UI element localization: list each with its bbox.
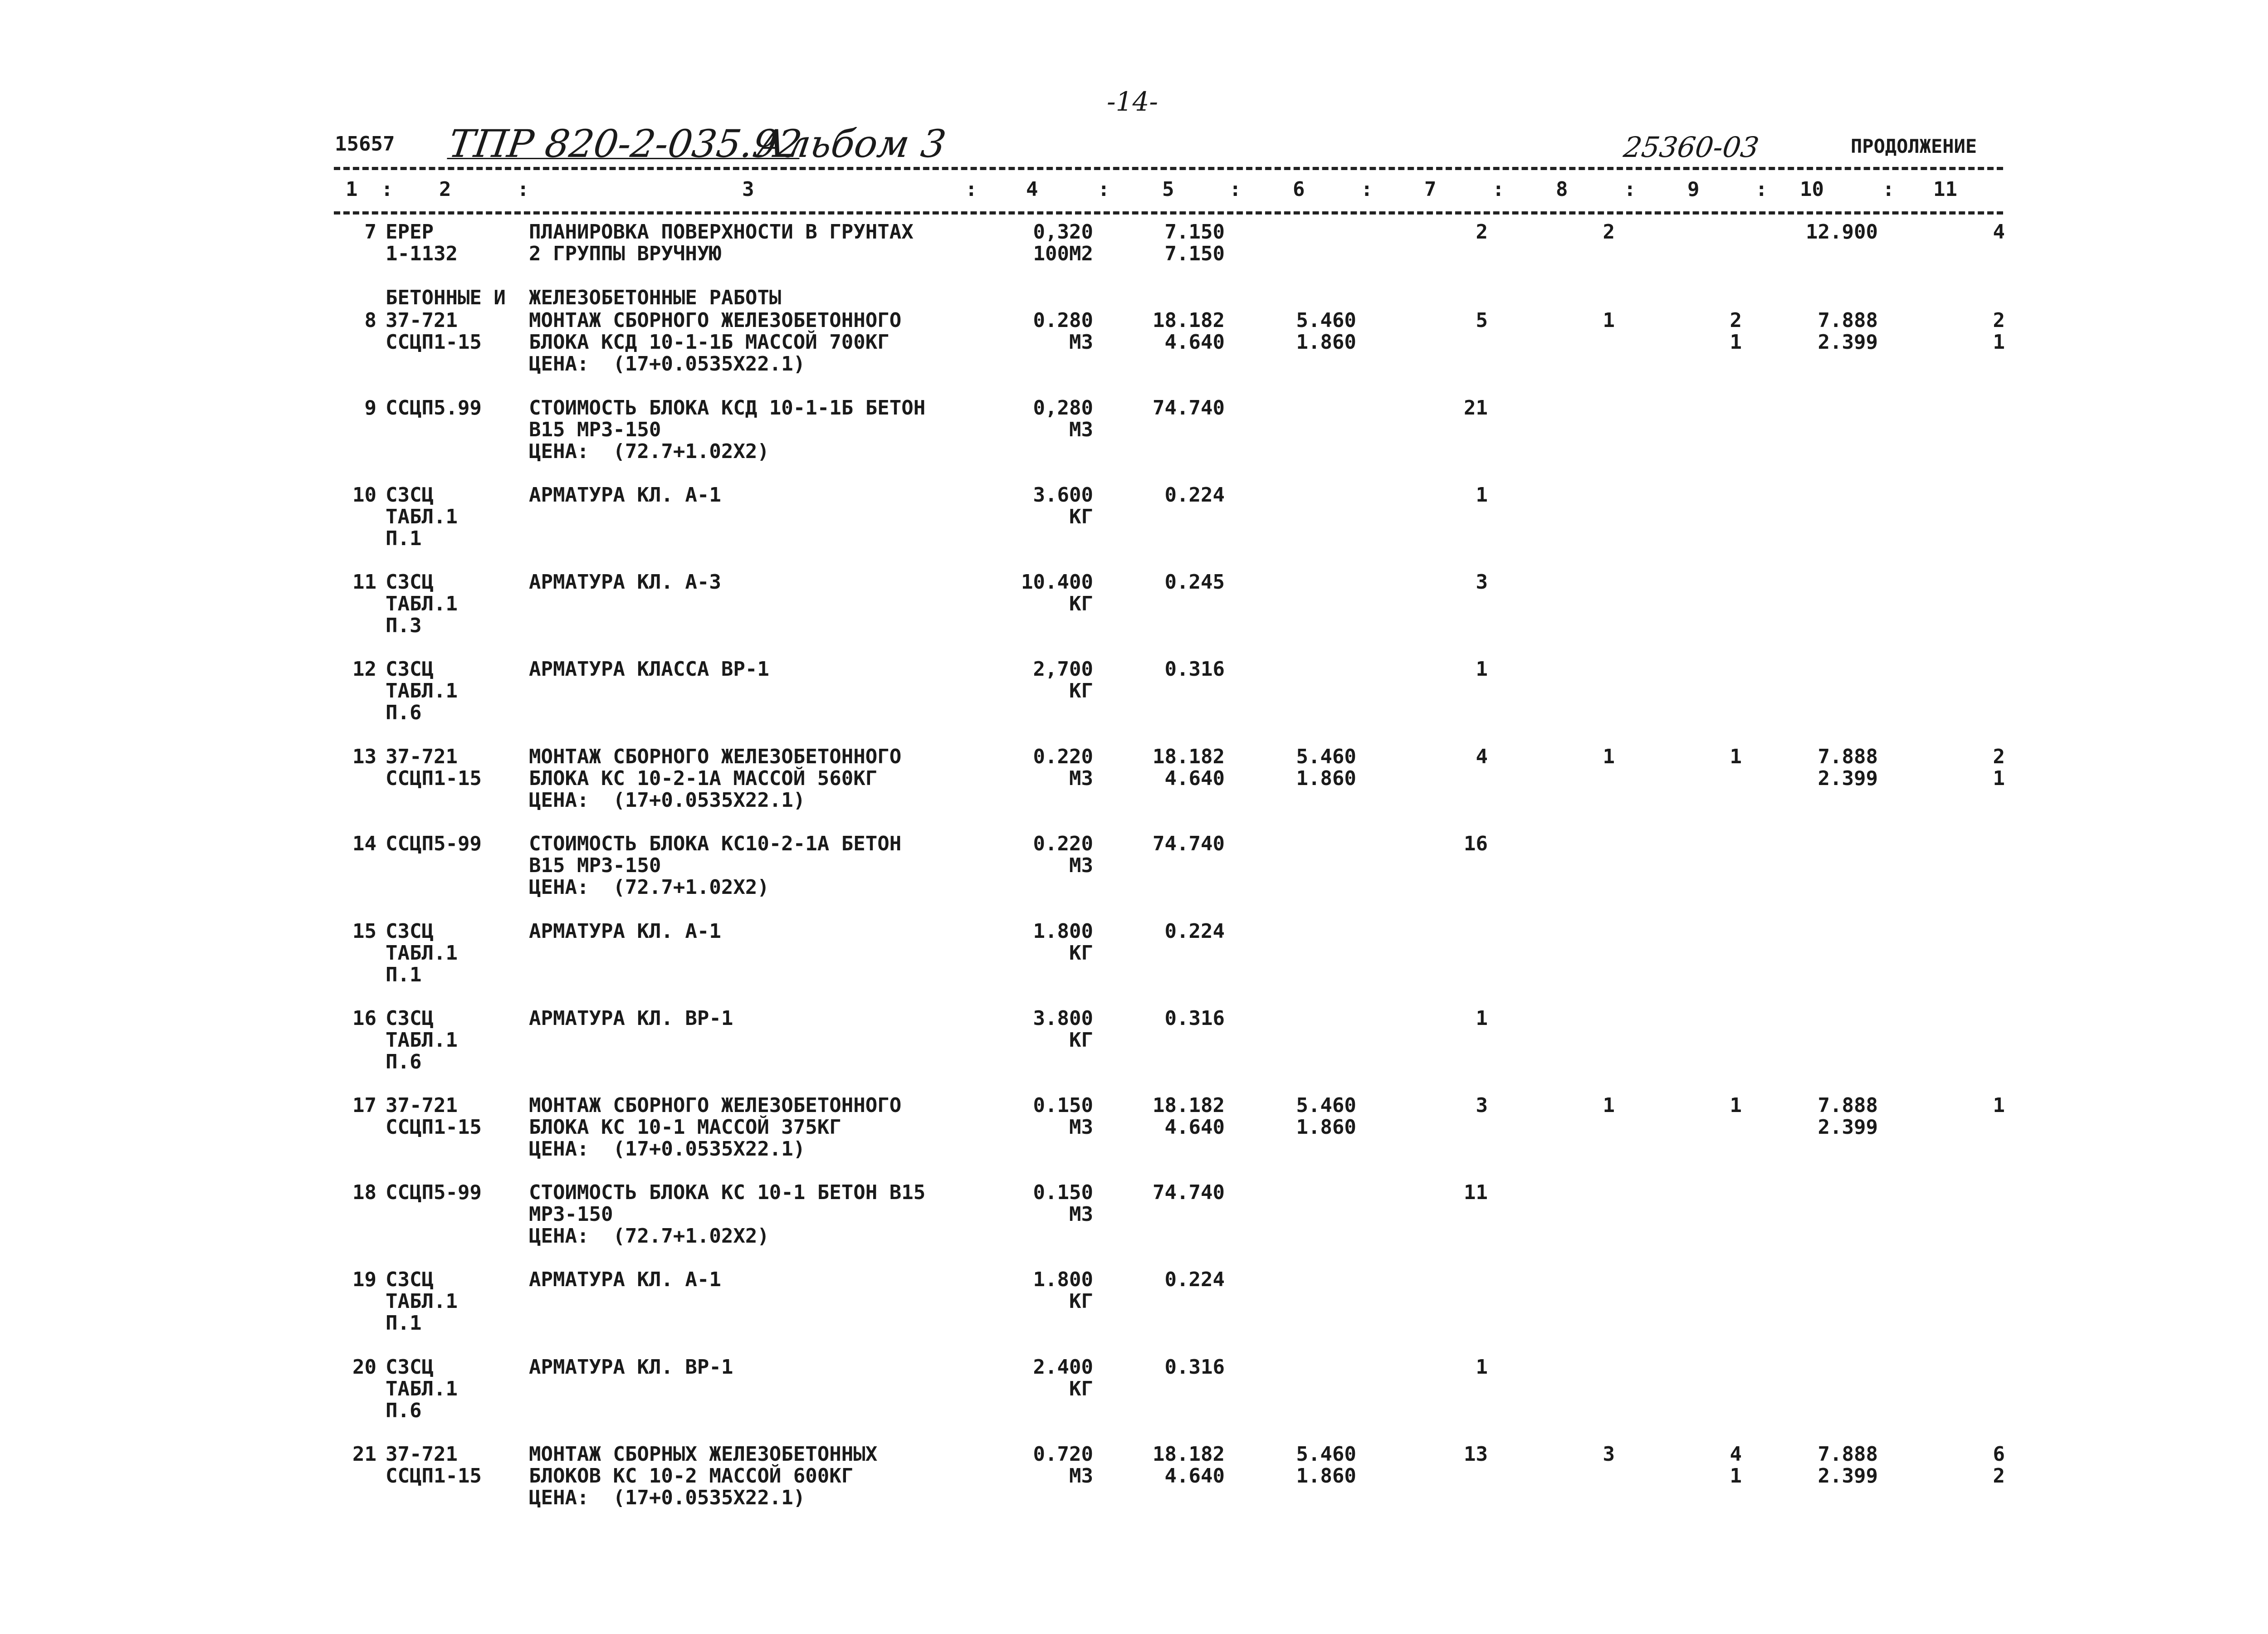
cell-col-4: 3.800 КГ: [1033, 1007, 1093, 1052]
header-bottom-rule: [334, 211, 2003, 215]
cell-col-2: СЗСЦ ТАБЛ.1 П.6: [386, 658, 458, 724]
column-header: 11: [1933, 178, 1957, 201]
cell-col-11: 2 1: [1993, 309, 2005, 354]
cell-col-4: 0,280 М3: [1033, 396, 1093, 441]
column-header: 4: [1026, 178, 1038, 201]
cell-col-5: 74.740: [1153, 832, 1225, 855]
cell-col-2: ЕРЕР 1-1132: [386, 220, 458, 265]
cell-col-1: 17: [352, 1094, 376, 1117]
cell-col-7: 3: [1476, 571, 1488, 594]
cell-col-2: СЗСЦ ТАБЛ.1 П.1: [386, 1268, 458, 1335]
table-row: [0, 1444, 2268, 1530]
sheet-code: 25360-03: [1621, 131, 1761, 164]
column-header: 3: [742, 178, 754, 201]
cell-col-2: ССЦП5-99: [386, 832, 482, 855]
table-row: [0, 1356, 2268, 1443]
cell-col-4: 2,700 КГ: [1033, 658, 1093, 702]
cell-col-7: 1: [1476, 1356, 1488, 1379]
cell-col-8: 3: [1603, 1443, 1615, 1466]
cell-col-5: 74.740: [1153, 396, 1225, 419]
table-row: [0, 1269, 2268, 1355]
cell-col-3: ЖЕЛЕЗОБЕТОННЫЕ РАБОТЫ: [529, 286, 782, 309]
cell-col-7: 1: [1476, 483, 1488, 507]
cell-col-1: 16: [352, 1007, 376, 1030]
cell-col-10: 7.888 2.399: [1818, 309, 1878, 354]
cell-col-3: СТОИМОСТЬ БЛОКА КСД 10-1-1Б БЕТОН В15 МРЗ-150 ЦЕНА: (72.7+1.02Х2): [529, 396, 926, 463]
column-header: 10: [1800, 178, 1824, 201]
cell-col-4: 0.220 М3: [1033, 832, 1093, 877]
cell-col-7: 3: [1476, 1094, 1488, 1117]
column-header: 7: [1424, 178, 1437, 201]
cell-col-2: БЕТОННЫЕ И: [386, 286, 506, 309]
page-number: -14-: [1107, 86, 1158, 117]
column-header: 2: [439, 178, 451, 201]
cell-col-5: 18.182 4.640: [1153, 745, 1225, 790]
table-row: [0, 571, 2268, 658]
cell-col-7: 2: [1476, 220, 1488, 244]
cell-col-2: СЗСЦ ТАБЛ.1 П.6: [386, 1356, 458, 1422]
cell-col-5: 0.224: [1164, 483, 1225, 507]
table-row: [0, 921, 2268, 1007]
cell-col-3: АРМАТУРА КЛ. А-1: [529, 483, 721, 507]
cell-col-1: 8: [364, 309, 376, 332]
cell-col-2: 37-721 ССЦП1-15: [386, 1094, 482, 1139]
cell-col-3: АРМАТУРА КЛ. ВР-1: [529, 1356, 733, 1379]
column-header: 8: [1556, 178, 1568, 201]
cell-col-1: 21: [352, 1443, 376, 1466]
cell-col-5: 0.224: [1164, 1268, 1225, 1291]
cell-col-5: 0.316: [1164, 1356, 1225, 1379]
cell-col-7: 1: [1476, 658, 1488, 681]
cell-col-6: 5.460 1.860: [1296, 745, 1356, 790]
cell-col-4: 2.400 КГ: [1033, 1356, 1093, 1400]
cell-col-7: 13: [1464, 1443, 1488, 1466]
cell-col-4: 0.720 М3: [1033, 1443, 1093, 1488]
cell-col-5: 0.245: [1164, 571, 1225, 594]
cell-col-10: 7.888 2.399: [1818, 1443, 1878, 1488]
cell-col-2: ССЦП5-99: [386, 1181, 482, 1204]
cell-col-2: СЗСЦ ТАБЛ.1 П.6: [386, 1007, 458, 1073]
table-row: [0, 310, 2268, 396]
cell-col-9: 1: [1730, 745, 1742, 768]
cell-col-5: 18.182 4.640: [1153, 309, 1225, 354]
cell-col-2: СЗСЦ ТАБЛ.1 П.1: [386, 920, 458, 986]
cell-col-3: МОНТАЖ СБОРНЫХ ЖЕЛЕЗОБЕТОННЫХ БЛОКОВ КС 10-2 МАССОЙ 600КГ ЦЕНА: (17+0.0535Х22.1): [529, 1443, 878, 1509]
cell-col-1: 11: [352, 571, 376, 594]
cell-col-4: 0.150 М3: [1033, 1181, 1093, 1226]
cell-col-5: 0.224: [1164, 920, 1225, 943]
cell-col-3: АРМАТУРА КЛАССА ВР-1: [529, 658, 769, 681]
table-row: [0, 484, 2268, 571]
cell-col-11: 2 1: [1993, 745, 2005, 790]
cell-col-8: 1: [1603, 745, 1615, 768]
cell-col-5: 0.316: [1164, 1007, 1225, 1030]
album-label: Альбом 3: [754, 122, 949, 166]
cell-col-1: 20: [352, 1356, 376, 1379]
cell-col-3: АРМАТУРА КЛ. А-1: [529, 920, 721, 943]
cell-col-8: 2: [1603, 220, 1615, 244]
cell-col-7: 11: [1464, 1181, 1488, 1204]
cell-col-4: 0.280 М3: [1033, 309, 1093, 354]
cell-col-5: 0.316: [1164, 658, 1225, 681]
cell-col-3: ПЛАНИРОВКА ПОВЕРХНОСТИ В ГРУНТАХ 2 ГРУППЫ ВРУЧНУЮ: [529, 220, 914, 265]
table-row: [0, 833, 2268, 919]
cell-col-6: 5.460 1.860: [1296, 1443, 1356, 1488]
cell-col-4: 0.220 М3: [1033, 745, 1093, 790]
cell-col-8: 1: [1603, 309, 1615, 332]
cell-col-4: 10.400 КГ: [1021, 571, 1093, 615]
cell-col-3: АРМАТУРА КЛ. А-3: [529, 571, 721, 594]
cell-col-5: 74.740: [1153, 1181, 1225, 1204]
cell-col-6: 5.460 1.860: [1296, 1094, 1356, 1139]
cell-col-9: 1: [1730, 1094, 1742, 1117]
table-row: [0, 1095, 2268, 1181]
cell-col-1: 9: [364, 396, 376, 419]
cell-col-3: МОНТАЖ СБОРНОГО ЖЕЛЕЗОБЕТОННОГО БЛОКА КС 10-1 МАССОЙ 375КГ ЦЕНА: (17+0.0535Х22.1): [529, 1094, 902, 1161]
cell-col-11: 1: [1993, 1094, 2005, 1117]
table-row: [0, 746, 2268, 832]
cell-col-6: 5.460 1.860: [1296, 309, 1356, 354]
cell-col-8: 1: [1603, 1094, 1615, 1117]
cell-col-2: 37-721 ССЦП1-15: [386, 1443, 482, 1488]
cell-col-4: 3.600 КГ: [1033, 483, 1093, 528]
cell-col-2: СЗСЦ ТАБЛ.1 П.1: [386, 483, 458, 550]
cell-col-3: МОНТАЖ СБОРНОГО ЖЕЛЕЗОБЕТОННОГО БЛОКА КСД 10-1-1Б МАССОЙ 700КГ ЦЕНА: (17+0.0535Х22.1): [529, 309, 902, 376]
project-code: ТПР 820-2-035.92: [446, 122, 805, 166]
cell-col-1: 10: [352, 483, 376, 507]
cell-col-5: 18.182 4.640: [1153, 1094, 1225, 1139]
cell-col-10: 12.900: [1806, 220, 1878, 244]
cell-col-9: 4 1: [1730, 1443, 1742, 1488]
table-row: [0, 1008, 2268, 1094]
cell-col-2: СЗСЦ ТАБЛ.1 П.3: [386, 571, 458, 637]
cell-col-10: 7.888 2.399: [1818, 1094, 1878, 1139]
cell-col-3: СТОИМОСТЬ БЛОКА КС10-2-1А БЕТОН В15 МРЗ-150 ЦЕНА: (72.7+1.02Х2): [529, 832, 902, 899]
cell-col-10: 7.888 2.399: [1818, 745, 1878, 790]
cell-col-1: 14: [352, 832, 376, 855]
cell-col-3: МОНТАЖ СБОРНОГО ЖЕЛЕЗОБЕТОННОГО БЛОКА КС 10-2-1А МАССОЙ 560КГ ЦЕНА: (17+0.0535Х22.1): [529, 745, 902, 812]
cell-col-2: 37-721 ССЦП1-15: [386, 309, 482, 354]
cell-col-7: 5: [1476, 309, 1488, 332]
cell-col-4: 1.800 КГ: [1033, 920, 1093, 965]
cell-col-1: 13: [352, 745, 376, 768]
cell-col-1: 19: [352, 1268, 376, 1291]
cell-col-3: АРМАТУРА КЛ. А-1: [529, 1268, 721, 1291]
column-header: 1: [346, 178, 358, 201]
cell-col-7: 1: [1476, 1007, 1488, 1030]
cell-col-4: 0,320 100М2: [1033, 220, 1093, 265]
table-row: [0, 397, 2268, 483]
cell-col-9: 2 1: [1730, 309, 1742, 354]
cell-col-1: 12: [352, 658, 376, 681]
table-row: [0, 658, 2268, 745]
cell-col-4: 1.800 КГ: [1033, 1268, 1093, 1313]
continuation-label: ПРОДОЛЖЕНИЕ: [1851, 135, 1977, 157]
cell-col-5: 18.182 4.640: [1153, 1443, 1225, 1488]
column-header: 9: [1687, 178, 1700, 201]
cell-col-3: АРМАТУРА КЛ. ВР-1: [529, 1007, 733, 1030]
cell-col-1: 15: [352, 920, 376, 943]
cell-col-5: 7.150 7.150: [1164, 220, 1225, 265]
header-top-rule: [334, 167, 2003, 170]
cell-col-7: 16: [1464, 832, 1488, 855]
cell-col-11: 6 2: [1993, 1443, 2005, 1488]
cell-col-3: СТОИМОСТЬ БЛОКА КС 10-1 БЕТОН В15 МРЗ-150 ЦЕНА: (72.7+1.02Х2): [529, 1181, 926, 1248]
column-header: 6: [1293, 178, 1305, 201]
document-number: 15657: [335, 132, 395, 156]
cell-col-11: 4: [1993, 220, 2005, 244]
cell-col-4: 0.150 М3: [1033, 1094, 1093, 1139]
cell-col-2: 37-721 ССЦП1-15: [386, 745, 482, 790]
cell-col-7: 4: [1476, 745, 1488, 768]
column-header: 5: [1162, 178, 1174, 201]
cell-col-1: 7: [364, 220, 376, 244]
cell-col-1: 18: [352, 1181, 376, 1204]
table-row: [0, 1182, 2268, 1268]
cell-col-7: 21: [1464, 396, 1488, 419]
cell-col-2: ССЦП5.99: [386, 396, 482, 419]
